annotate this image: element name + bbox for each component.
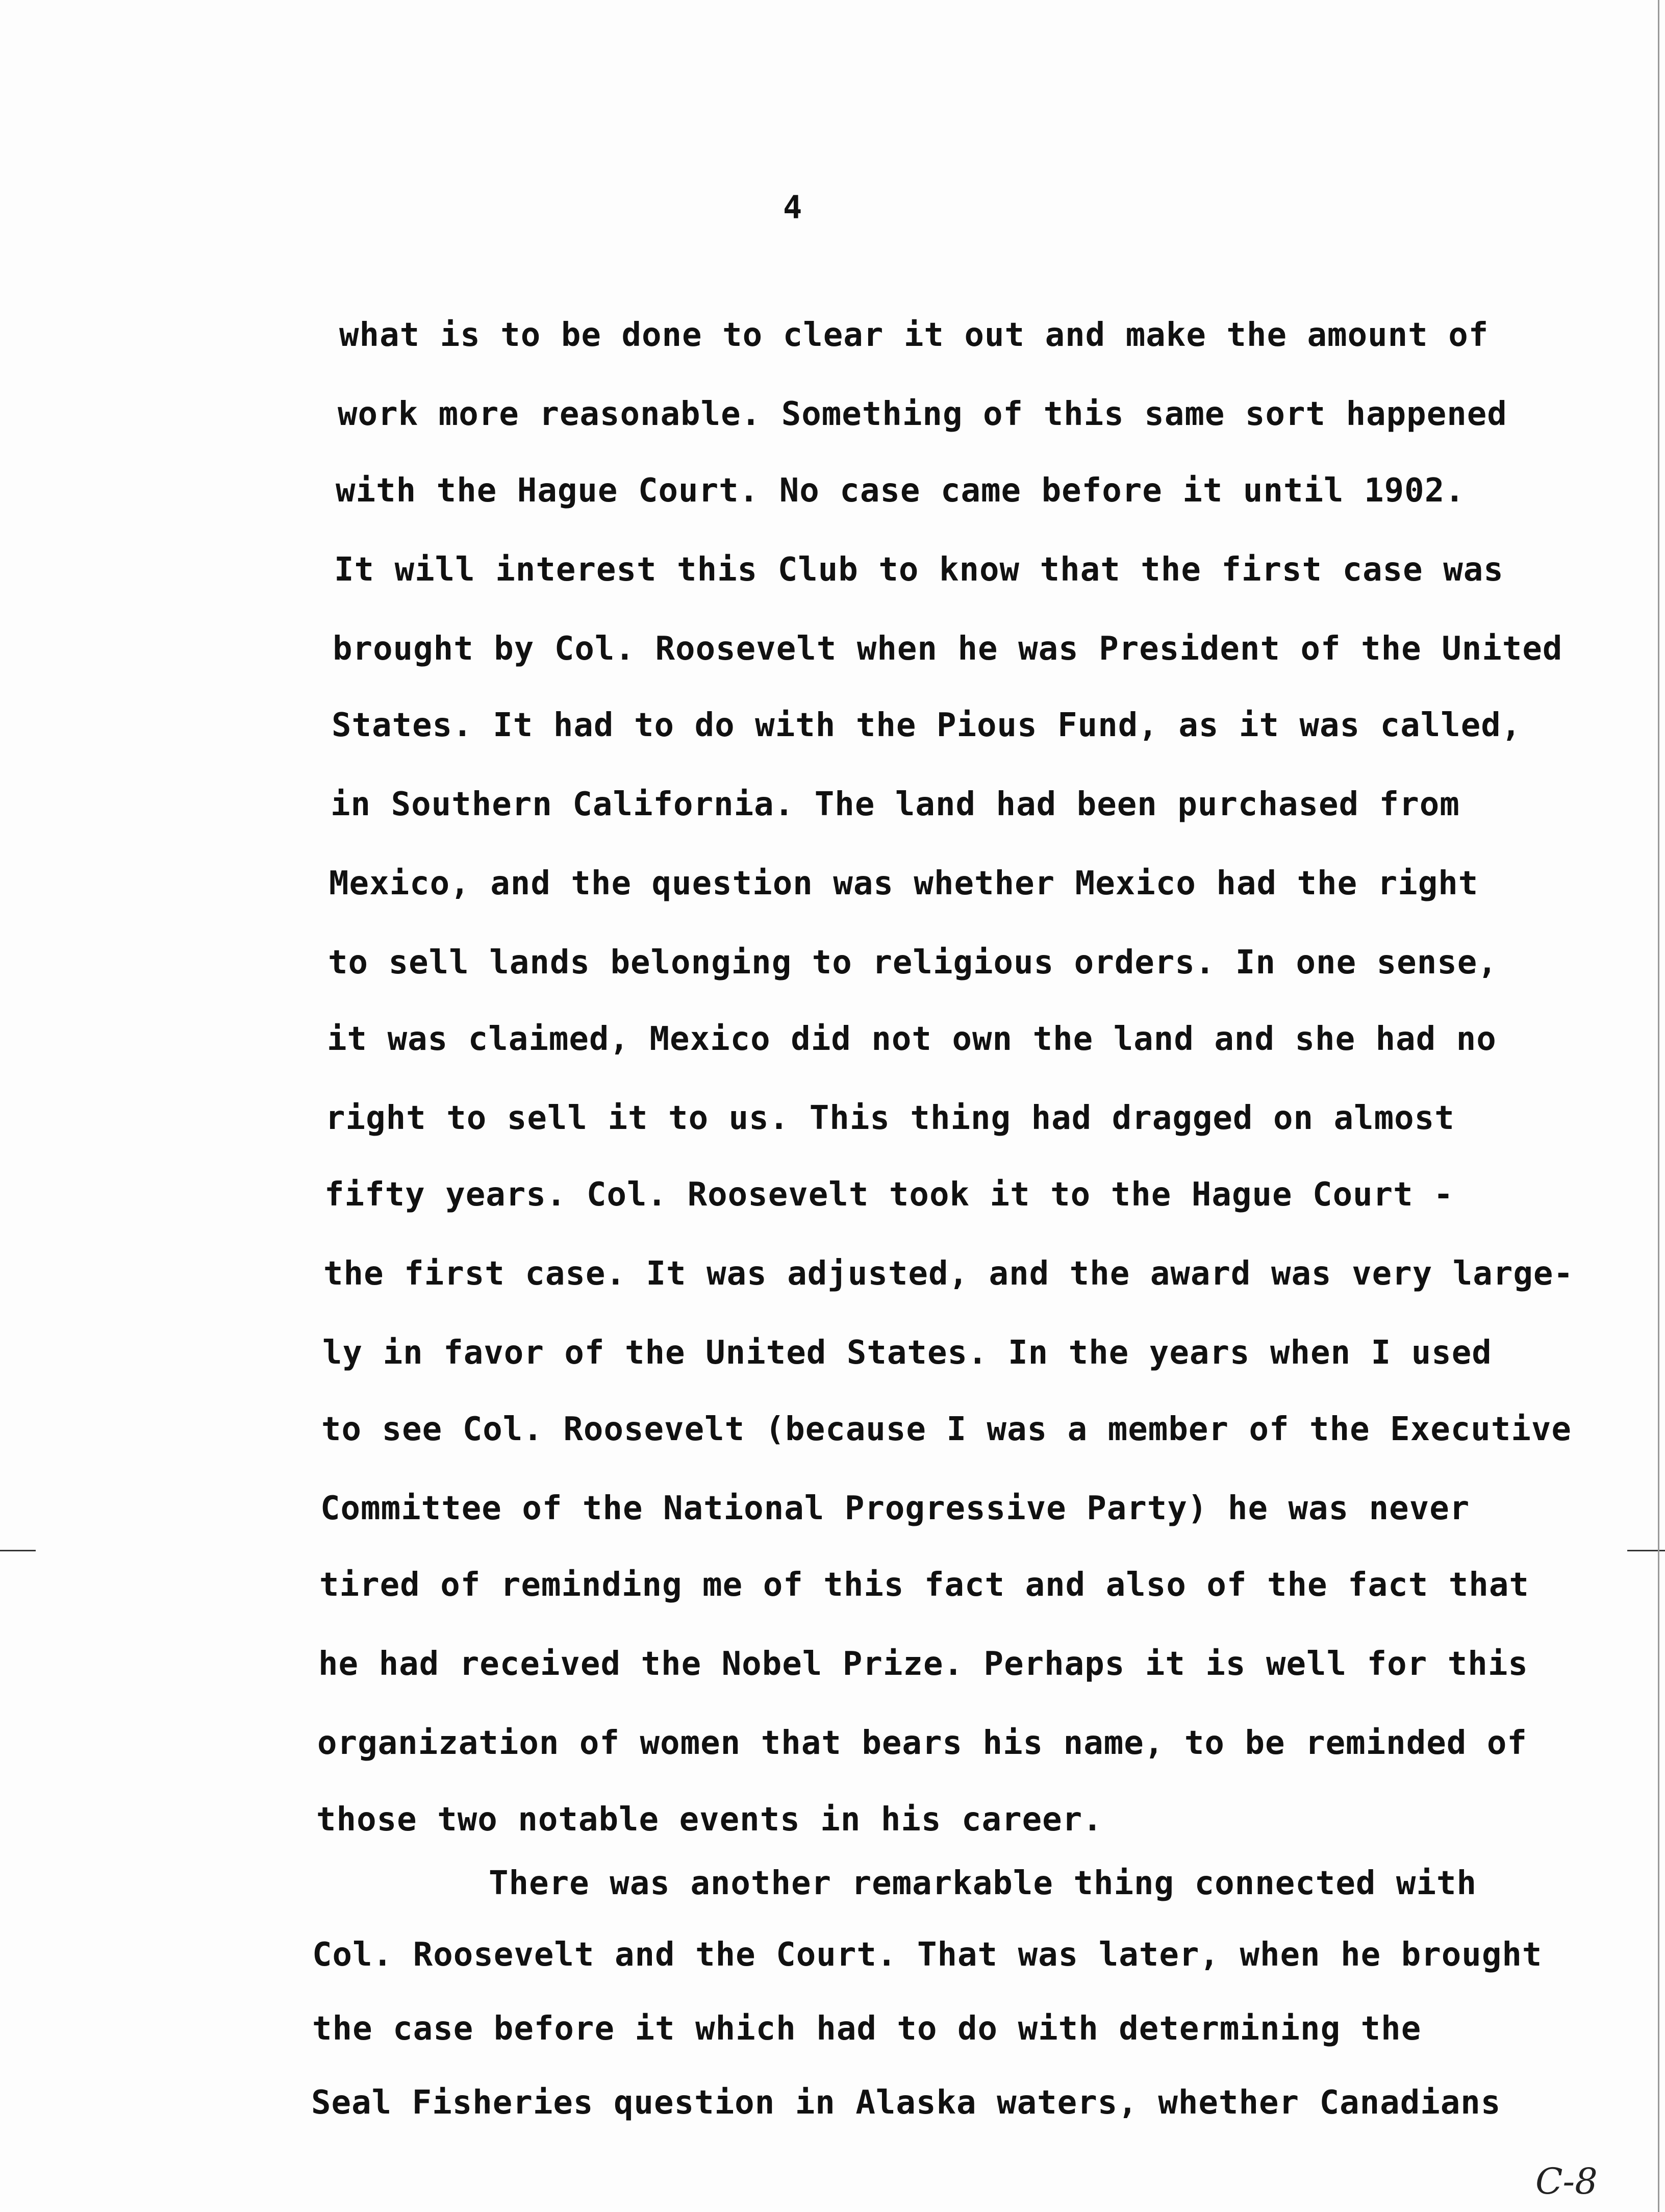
page-number: 4 xyxy=(783,189,802,226)
scan-edge-mark xyxy=(0,1550,36,1551)
text-line: Mexico, and the question was whether Mexico had the right xyxy=(329,865,1479,902)
text-line: ly in favor of the United States. In the years when I used xyxy=(322,1334,1492,1372)
text-line: organization of women that bears his name, to be reminded of xyxy=(317,1724,1527,1762)
text-line: tired of reminding me of this fact and also of the fact that xyxy=(319,1566,1529,1604)
text-line: fifty years. Col. Roosevelt took it to the Hague Court - xyxy=(324,1176,1454,1214)
text-line: to sell lands belonging to religious orders. In one sense, xyxy=(328,944,1498,982)
text-line: to see Col. Roosevelt (because I was a member of the Executive xyxy=(321,1411,1572,1448)
text-line: it was claimed, Mexico did not own the land and she had no xyxy=(327,1020,1497,1058)
text-line: States. It had to do with the Pious Fund, as it was called, xyxy=(332,707,1522,744)
handwritten-corner-mark: C-8 xyxy=(1535,2160,1598,2202)
text-line: There was another remarkable thing connected with xyxy=(489,1865,1477,1902)
text-line: what is to be done to clear it out and make the amount of xyxy=(339,316,1489,354)
text-line: It will interest this Club to know that the first case was xyxy=(334,551,1504,589)
text-line: the case before it which had to do with determining the xyxy=(312,2010,1422,2048)
text-line: he had received the Nobel Prize. Perhaps it is well for this xyxy=(318,1645,1528,1683)
text-line: Seal Fisheries question in Alaska waters, whether Canadians xyxy=(311,2084,1501,2122)
text-line: with the Hague Court. No case came before it until 1902. xyxy=(336,472,1465,510)
text-line: brought by Col. Roosevelt when he was President of the United xyxy=(333,630,1563,668)
text-line: the first case. It was adjusted, and the award was very large- xyxy=(323,1255,1574,1293)
scan-edge-mark xyxy=(1658,0,1659,2212)
text-line: work more reasonable. Something of this same sort happened xyxy=(338,395,1507,433)
text-line: those two notable events in his career. xyxy=(316,1801,1103,1839)
text-line: in Southern California. The land had been purchased from xyxy=(331,786,1460,823)
text-line: Committee of the National Progressive Party) he was never xyxy=(320,1490,1470,1527)
text-line: right to sell it to us. This thing had dragged on almost xyxy=(325,1099,1455,1137)
text-line: Col. Roosevelt and the Court. That was later, when he brought xyxy=(312,1936,1543,1974)
